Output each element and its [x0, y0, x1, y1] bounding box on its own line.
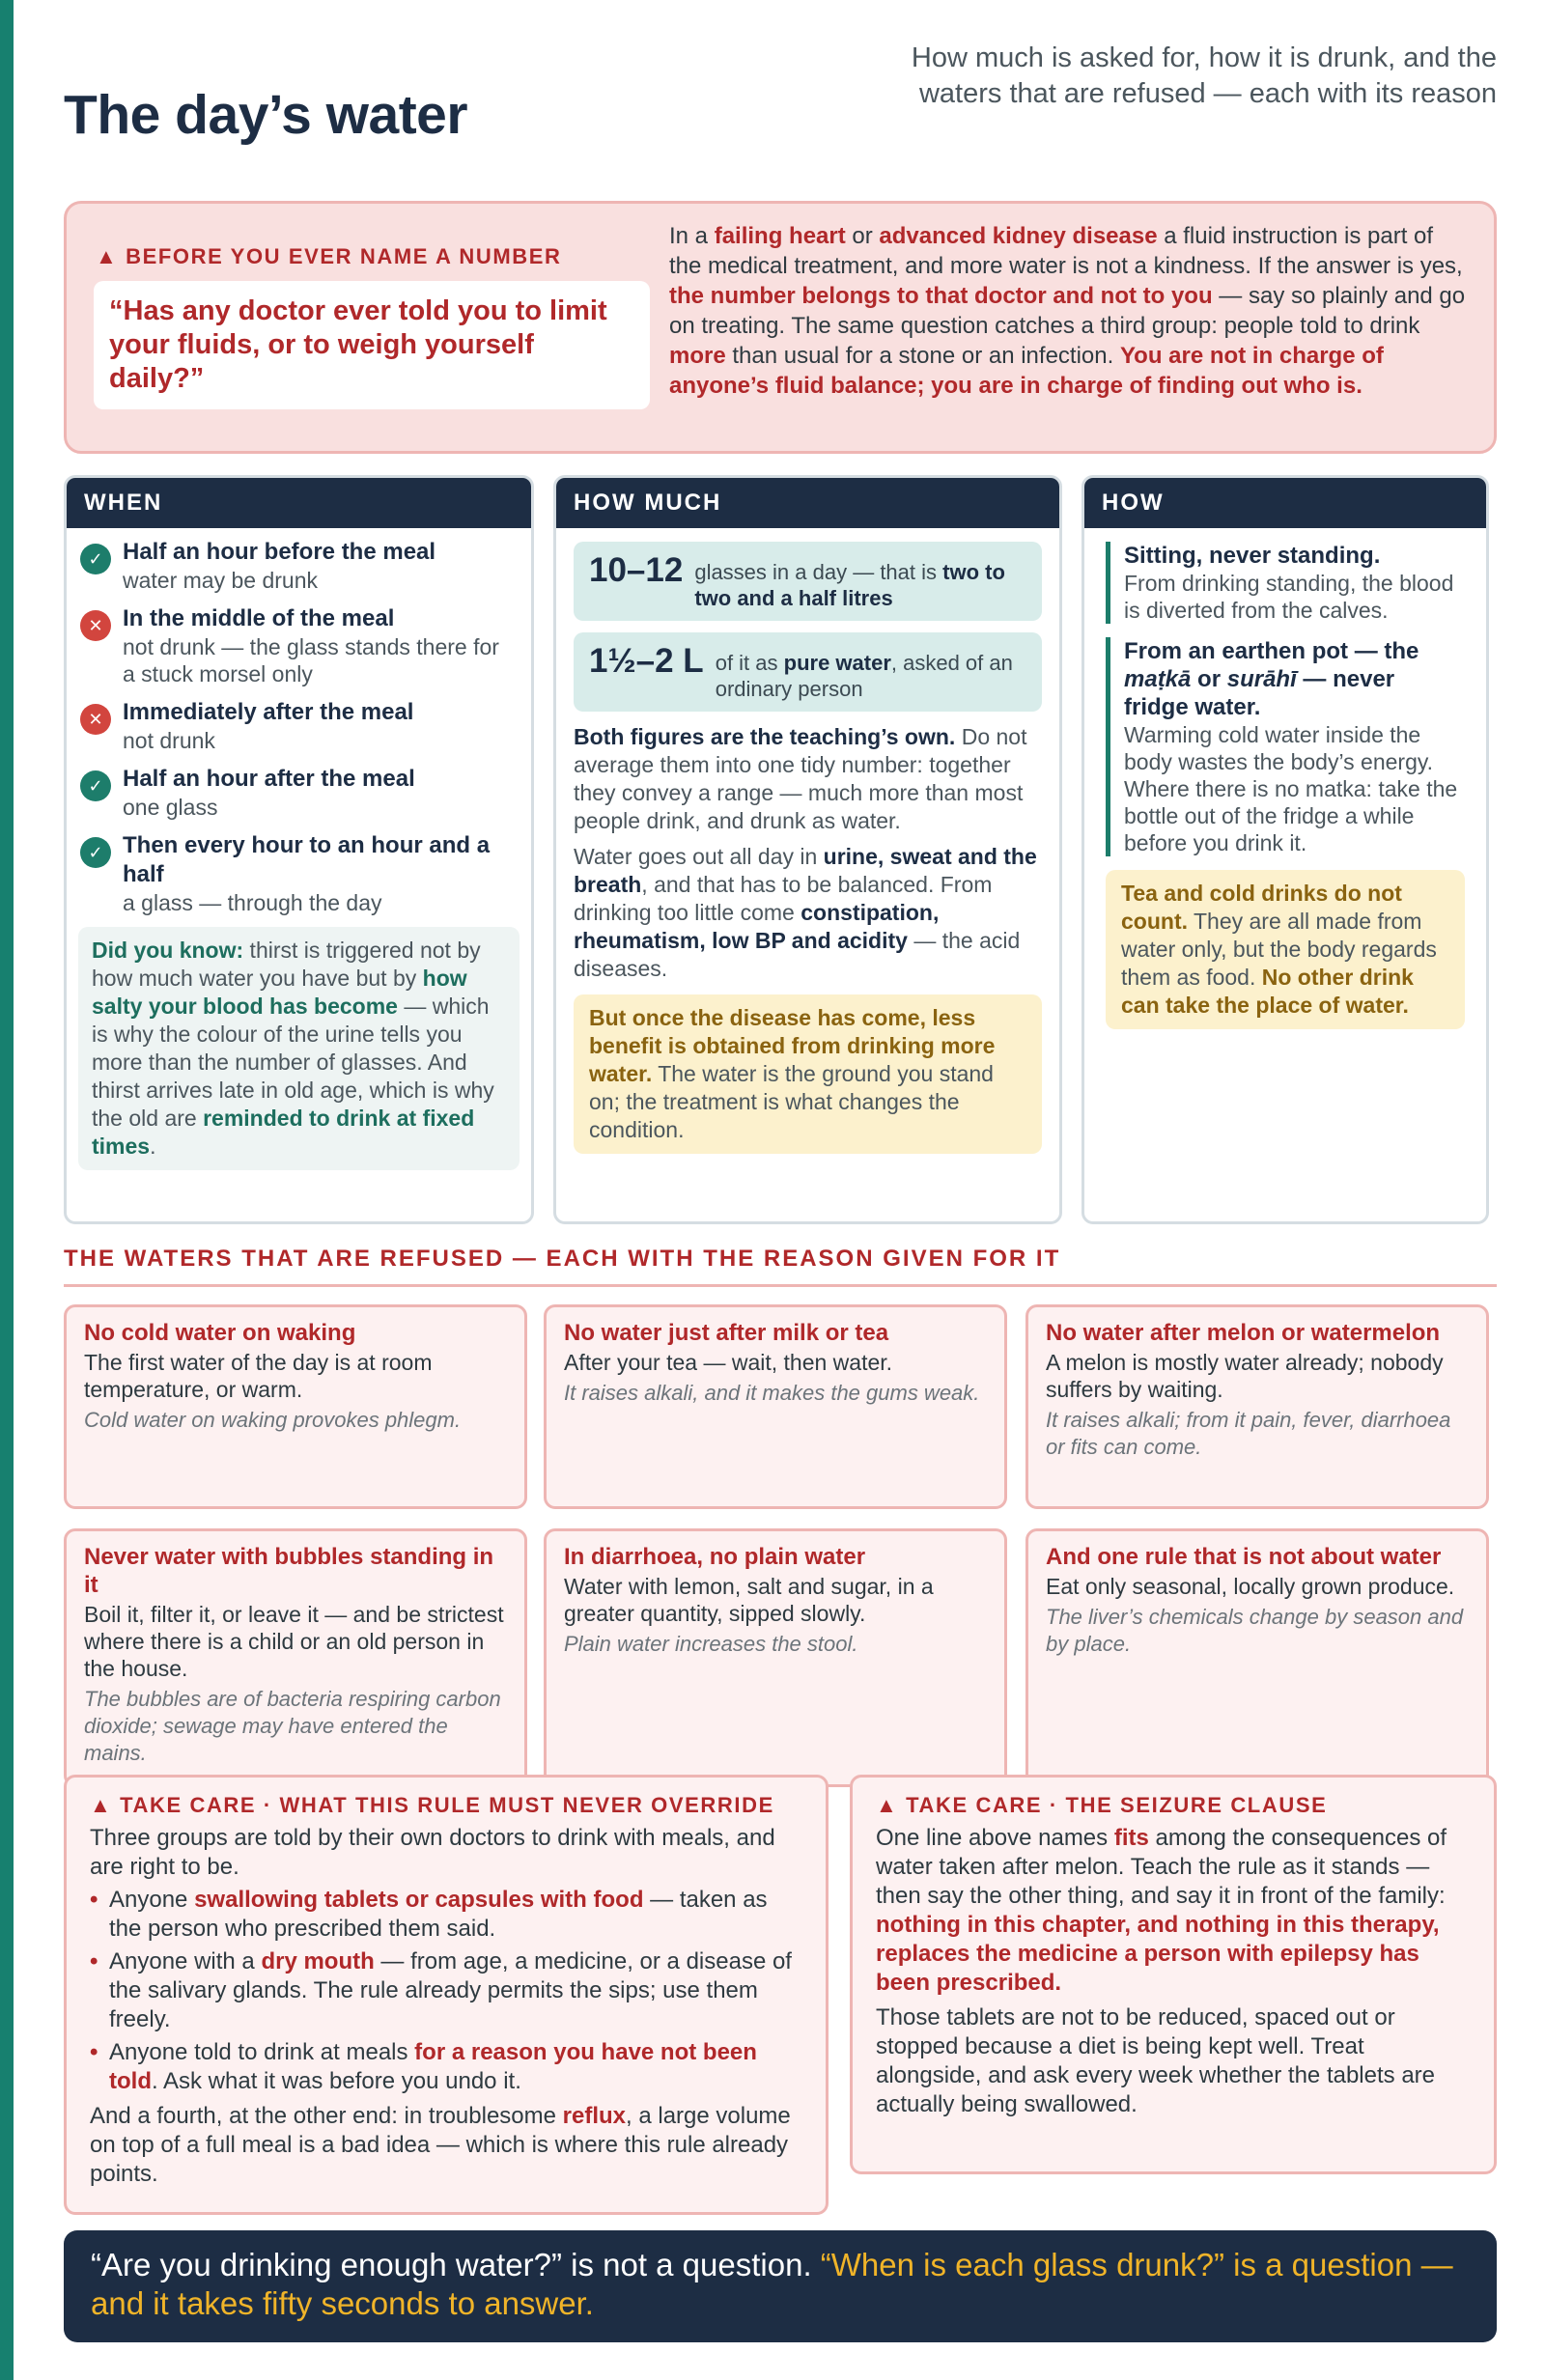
how-heading: HOW [1084, 478, 1486, 528]
take-care-seizure-box [850, 1775, 1497, 2174]
page-subtitle: How much is asked for, how it is drunk, and the waters that are refused — each with its reason [911, 42, 1497, 109]
warning-label: ▲ BEFORE YOU EVER NAME A NUMBER [96, 244, 562, 268]
when-item [80, 538, 518, 594]
when-item-title: Half an hour after the meal [123, 766, 415, 792]
how-item-sub: Warming cold water inside the body wastes the body’s energy. Where there is no matka: take the bottle out of the fridge a while before you drink it. [1124, 722, 1458, 855]
refused-card-text: After your tea — wait, then water. [564, 1350, 893, 1375]
litres-pill [574, 632, 1042, 712]
take-care-label: ▲ TAKE CARE · THE SEIZURE CLAUSE [876, 1793, 1328, 1817]
when-item-title: Half an hour before the meal [123, 539, 436, 565]
seizure-paragraph: One line above names fits among the consequences of water taken after melon. Teach the rule as it stands — then say the other thing, and say it in front of the family: nothing in this chapter, and nothing in this therapy, replaces the medicine a person with epilepsy has been prescribed. [876, 1825, 1447, 1996]
refused-card [64, 1304, 527, 1509]
refused-card-title: No water after melon or watermelon [1046, 1320, 1441, 1346]
refused-card-reason: The bubbles are of bacteria respiring carbon dioxide; sewage may have entered the mains. [84, 1687, 501, 1765]
when-item [80, 765, 518, 821]
take-care-override-box [64, 1775, 829, 2215]
refused-card-title: And one rule that is not about water [1046, 1544, 1442, 1570]
refused-card-title: No water just after milk or tea [564, 1320, 889, 1346]
how-much-body [556, 528, 1059, 1154]
take-care-bullet: • Anyone swallowing tablets or capsules with food — taken as the person who prescribed them said. [90, 1886, 802, 1944]
refused-card-reason: It raises alkali; from it pain, fever, diarrhoea or fits can come. [1046, 1408, 1451, 1459]
refused-card-text: Eat only seasonal, locally grown produce. [1046, 1574, 1455, 1599]
when-card [64, 475, 534, 1224]
how-much-card [553, 475, 1062, 1224]
when-item [80, 698, 518, 754]
how-card [1082, 475, 1489, 1224]
refused-card-reason: The liver’s chemicals change by season and by place. [1046, 1605, 1464, 1656]
refused-heading: THE WATERS THAT ARE REFUSED — EACH WITH THE REASON GIVEN FOR IT [64, 1246, 1061, 1272]
footer-banner: “Are you drinking enough water?” is not a question. “When is each glass drunk?” is a question — and it takes fifty seconds to answer. [64, 2230, 1497, 2342]
refused-card-text: Water with lemon, salt and sugar, in a greater quantity, sipped slowly. [564, 1574, 934, 1626]
when-item [80, 831, 518, 916]
cross-icon: ✕ [80, 704, 111, 735]
refused-card [1025, 1528, 1489, 1787]
refused-card [544, 1528, 1007, 1787]
refused-card-title: Never water with bubbles standing in it [84, 1544, 494, 1598]
how-item-sub: From drinking standing, the blood is diverted from the calves. [1124, 571, 1454, 623]
take-care-outro: And a fourth, at the other end: in troublesome reflux, a large volume on top of a full meal is a bad idea — which is where this rule already points. [90, 2103, 791, 2187]
how-body [1084, 528, 1486, 1029]
refused-card [64, 1528, 527, 1787]
when-heading: WHEN [67, 478, 531, 528]
refused-card-text: The first water of the day is at room temperature, or warm. [84, 1350, 433, 1402]
page [64, 35, 1497, 1797]
when-list [67, 528, 531, 916]
when-item-title: Then every hour to an hour and a half [123, 832, 491, 887]
warning-quote: “Has any doctor ever told you to limit your fluids, or to weigh yourself daily?” [94, 281, 650, 409]
did-you-know-box: Did you know: thirst is triggered not by how much water you have but by how salty your blood has become — which is why the colour of the urine tells you more than the number of glasses. And thirst arrives late in old age, which is why the old are reminded to drink at fixed times. [78, 927, 520, 1170]
drinks-note: Tea and cold drinks do not count. They are all made from water only, but the body regards them as food. No other drink can take the place of water. [1106, 870, 1465, 1029]
when-item-title: In the middle of the meal [123, 605, 395, 631]
warning-text: In a failing heart or advanced kidney disease a fluid instruction is part of the medical treatment, and more water is not a kindness. If the answer is yes, the number belongs to that doctor and not to you — say so plainly and go on treating. The same question catches a third group: people told to drink more than usual for a stone or an infection. You are not in charge of anyone’s fluid balance; you are in charge of finding out who is. [669, 223, 1466, 399]
cross-icon: ✕ [80, 610, 111, 641]
figures-paragraph: Both figures are the teaching’s own. Do not average them into one tidy number: together they convey a range — much more than most people drink, and drunk as water. [574, 724, 1027, 833]
how-item [1106, 637, 1465, 856]
glasses-text: glasses in a day — that is two to two and a half litres [694, 560, 1005, 610]
how-much-heading: HOW MUCH [556, 478, 1059, 528]
when-item-sub: water may be drunk [123, 568, 318, 593]
litres-figure: 1½–2 L [589, 642, 704, 680]
refused-card-reason: Plain water increases the stool. [564, 1632, 858, 1656]
check-icon: ✓ [80, 837, 111, 868]
how-item-title: Sitting, never standing. [1124, 543, 1381, 569]
when-item-sub: not drunk — the glass stands there for a stuck morsel only [123, 634, 499, 686]
header [64, 35, 1497, 160]
refused-divider [64, 1284, 1497, 1287]
refused-card-text: A melon is mostly water already; nobody suffers by waiting. [1046, 1350, 1444, 1402]
refused-card-reason: Cold water on waking provokes phlegm. [84, 1408, 462, 1432]
refused-card-reason: It raises alkali, and it makes the gums weak. [564, 1381, 980, 1405]
when-item-sub: a glass — through the day [123, 890, 382, 915]
when-item-title: Immediately after the meal [123, 699, 414, 725]
how-item-title: From an earthen pot — the maṭkā or surāhī — never fridge water. [1124, 638, 1419, 720]
refused-card-title: In diarrhoea, no plain water [564, 1544, 866, 1570]
disease-note: But once the disease has come, less benefit is obtained from drinking more water. The water is the ground you stand on; the treatment is what changes the condition. [574, 994, 1042, 1154]
take-care-label: ▲ TAKE CARE · WHAT THIS RULE MUST NEVER OVERRIDE [90, 1793, 774, 1817]
side-accent-bar [0, 0, 14, 2380]
tablets-paragraph: Those tablets are not to be reduced, spaced out or stopped because a diet is being kept well. Treat alongside, and ask every week whether the tablets are actually being swallowed. [876, 2004, 1436, 2117]
refused-card-title: No cold water on waking [84, 1320, 356, 1346]
refused-card [544, 1304, 1007, 1509]
refused-grid [64, 1304, 1497, 1797]
refused-card [1025, 1304, 1489, 1509]
page-title: The day’s water [64, 84, 468, 146]
when-item-sub: one glass [123, 795, 218, 820]
glasses-pill [574, 542, 1042, 621]
when-item-sub: not drunk [123, 728, 215, 753]
check-icon: ✓ [80, 544, 111, 574]
take-care-bullet: • Anyone told to drink at meals for a reason you have not been told. Ask what it was before you undo it. [90, 2038, 802, 2096]
refused-card-text: Boil it, filter it, or leave it — and be strictest where there is a child or an old person in the house. [84, 1602, 504, 1681]
take-care-list [90, 1886, 802, 2096]
water-out-paragraph: Water goes out all day in urine, sweat and the breath, and that has to be balanced. From drinking too little come constipation, rheumatism, low BP and acidity — the acid diseases. [574, 844, 1037, 981]
how-item [1106, 542, 1465, 624]
glasses-figure: 10–12 [589, 551, 684, 589]
take-care-intro: Three groups are told by their own doctors to drink with meals, and are right to be. [90, 1825, 775, 1880]
warning-box [64, 201, 1497, 454]
litres-text: of it as pure water, asked of an ordinary person [715, 651, 1013, 701]
when-item [80, 604, 518, 687]
check-icon: ✓ [80, 770, 111, 801]
info-cards [64, 475, 1497, 1224]
take-care-bullet: • Anyone with a dry mouth — from age, a medicine, or a disease of the salivary glands. The rule already permits the sips; use them freely. [90, 1947, 802, 2034]
